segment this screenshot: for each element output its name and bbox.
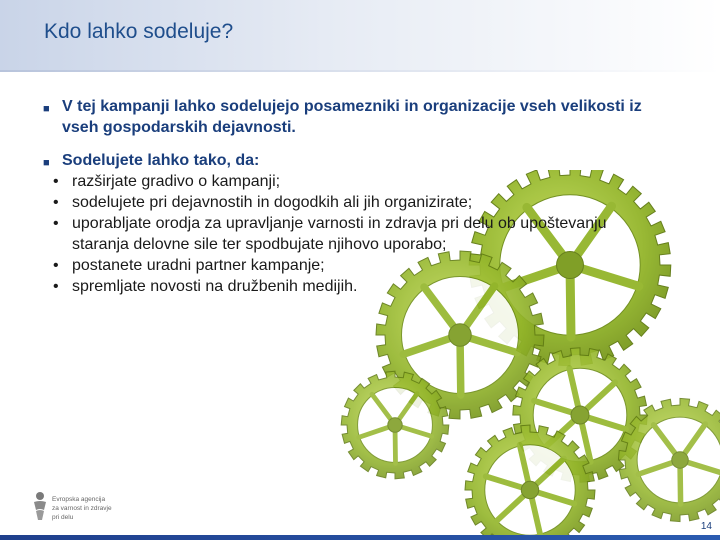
bullet-text: Sodelujete lahko tako, da: xyxy=(62,152,260,169)
eu-osha-logo-icon xyxy=(30,490,50,522)
sub-bullet-item: • spremljate novosti na družbenih medijih. xyxy=(53,278,358,295)
bullet-item xyxy=(42,150,662,171)
svg-text:Evropska agencija: Evropska agencija xyxy=(52,496,106,503)
bullet-text: V tej kampanji lahko sodelujejo posamezniki in organizacije vseh velikosti iz vseh gospodarskih dejavnosti. xyxy=(62,98,642,136)
sub-bullet-text: sodelujete pri dejavnostih in dogodkih ali jih organizirate; xyxy=(72,194,473,211)
slide-content xyxy=(42,96,662,297)
square-bullet-icon: ■ xyxy=(43,157,50,169)
sub-bullet-item: • razširjate gradivo o kampanji; xyxy=(53,173,281,190)
slide-title: Kdo lahko sodeluje? xyxy=(44,20,234,43)
sub-bullet-text: uporabljate orodja za upravljanje varnosti in zdravja pri delu ob upoštevanju staranja delovne sile ter spodbujate njihovo uporabo; xyxy=(72,215,607,253)
title-divider xyxy=(0,70,720,72)
svg-text:za varnost in zdravje: za varnost in zdravje xyxy=(52,505,112,512)
sub-bullet-text: postanete uradni partner kampanje; xyxy=(72,257,325,274)
eu-osha-logo-text xyxy=(52,494,122,524)
page-number: 14 xyxy=(700,521,712,532)
sub-bullet-list xyxy=(42,171,662,297)
bullet-item xyxy=(42,96,662,138)
sub-bullet-text: spremljate novosti na družbenih medijih. xyxy=(72,278,358,295)
square-bullet-icon: ■ xyxy=(43,103,50,115)
svg-text:pri delu: pri delu xyxy=(52,514,74,521)
sub-bullet-item: • uporabljate orodja za upravljanje varnosti in zdravja pri delu ob upoštevanju staranja delovne sile ter spodbujate njihovo uporabo; xyxy=(53,215,607,253)
bottom-bar xyxy=(0,535,720,540)
sub-bullet-item: • sodelujete pri dejavnostih in dogodkih ali jih organizirate; xyxy=(53,194,473,211)
sub-bullet-item: • postanete uradni partner kampanje; xyxy=(53,257,325,274)
sub-bullet-text: razširjate gradivo o kampanji; xyxy=(72,173,281,190)
